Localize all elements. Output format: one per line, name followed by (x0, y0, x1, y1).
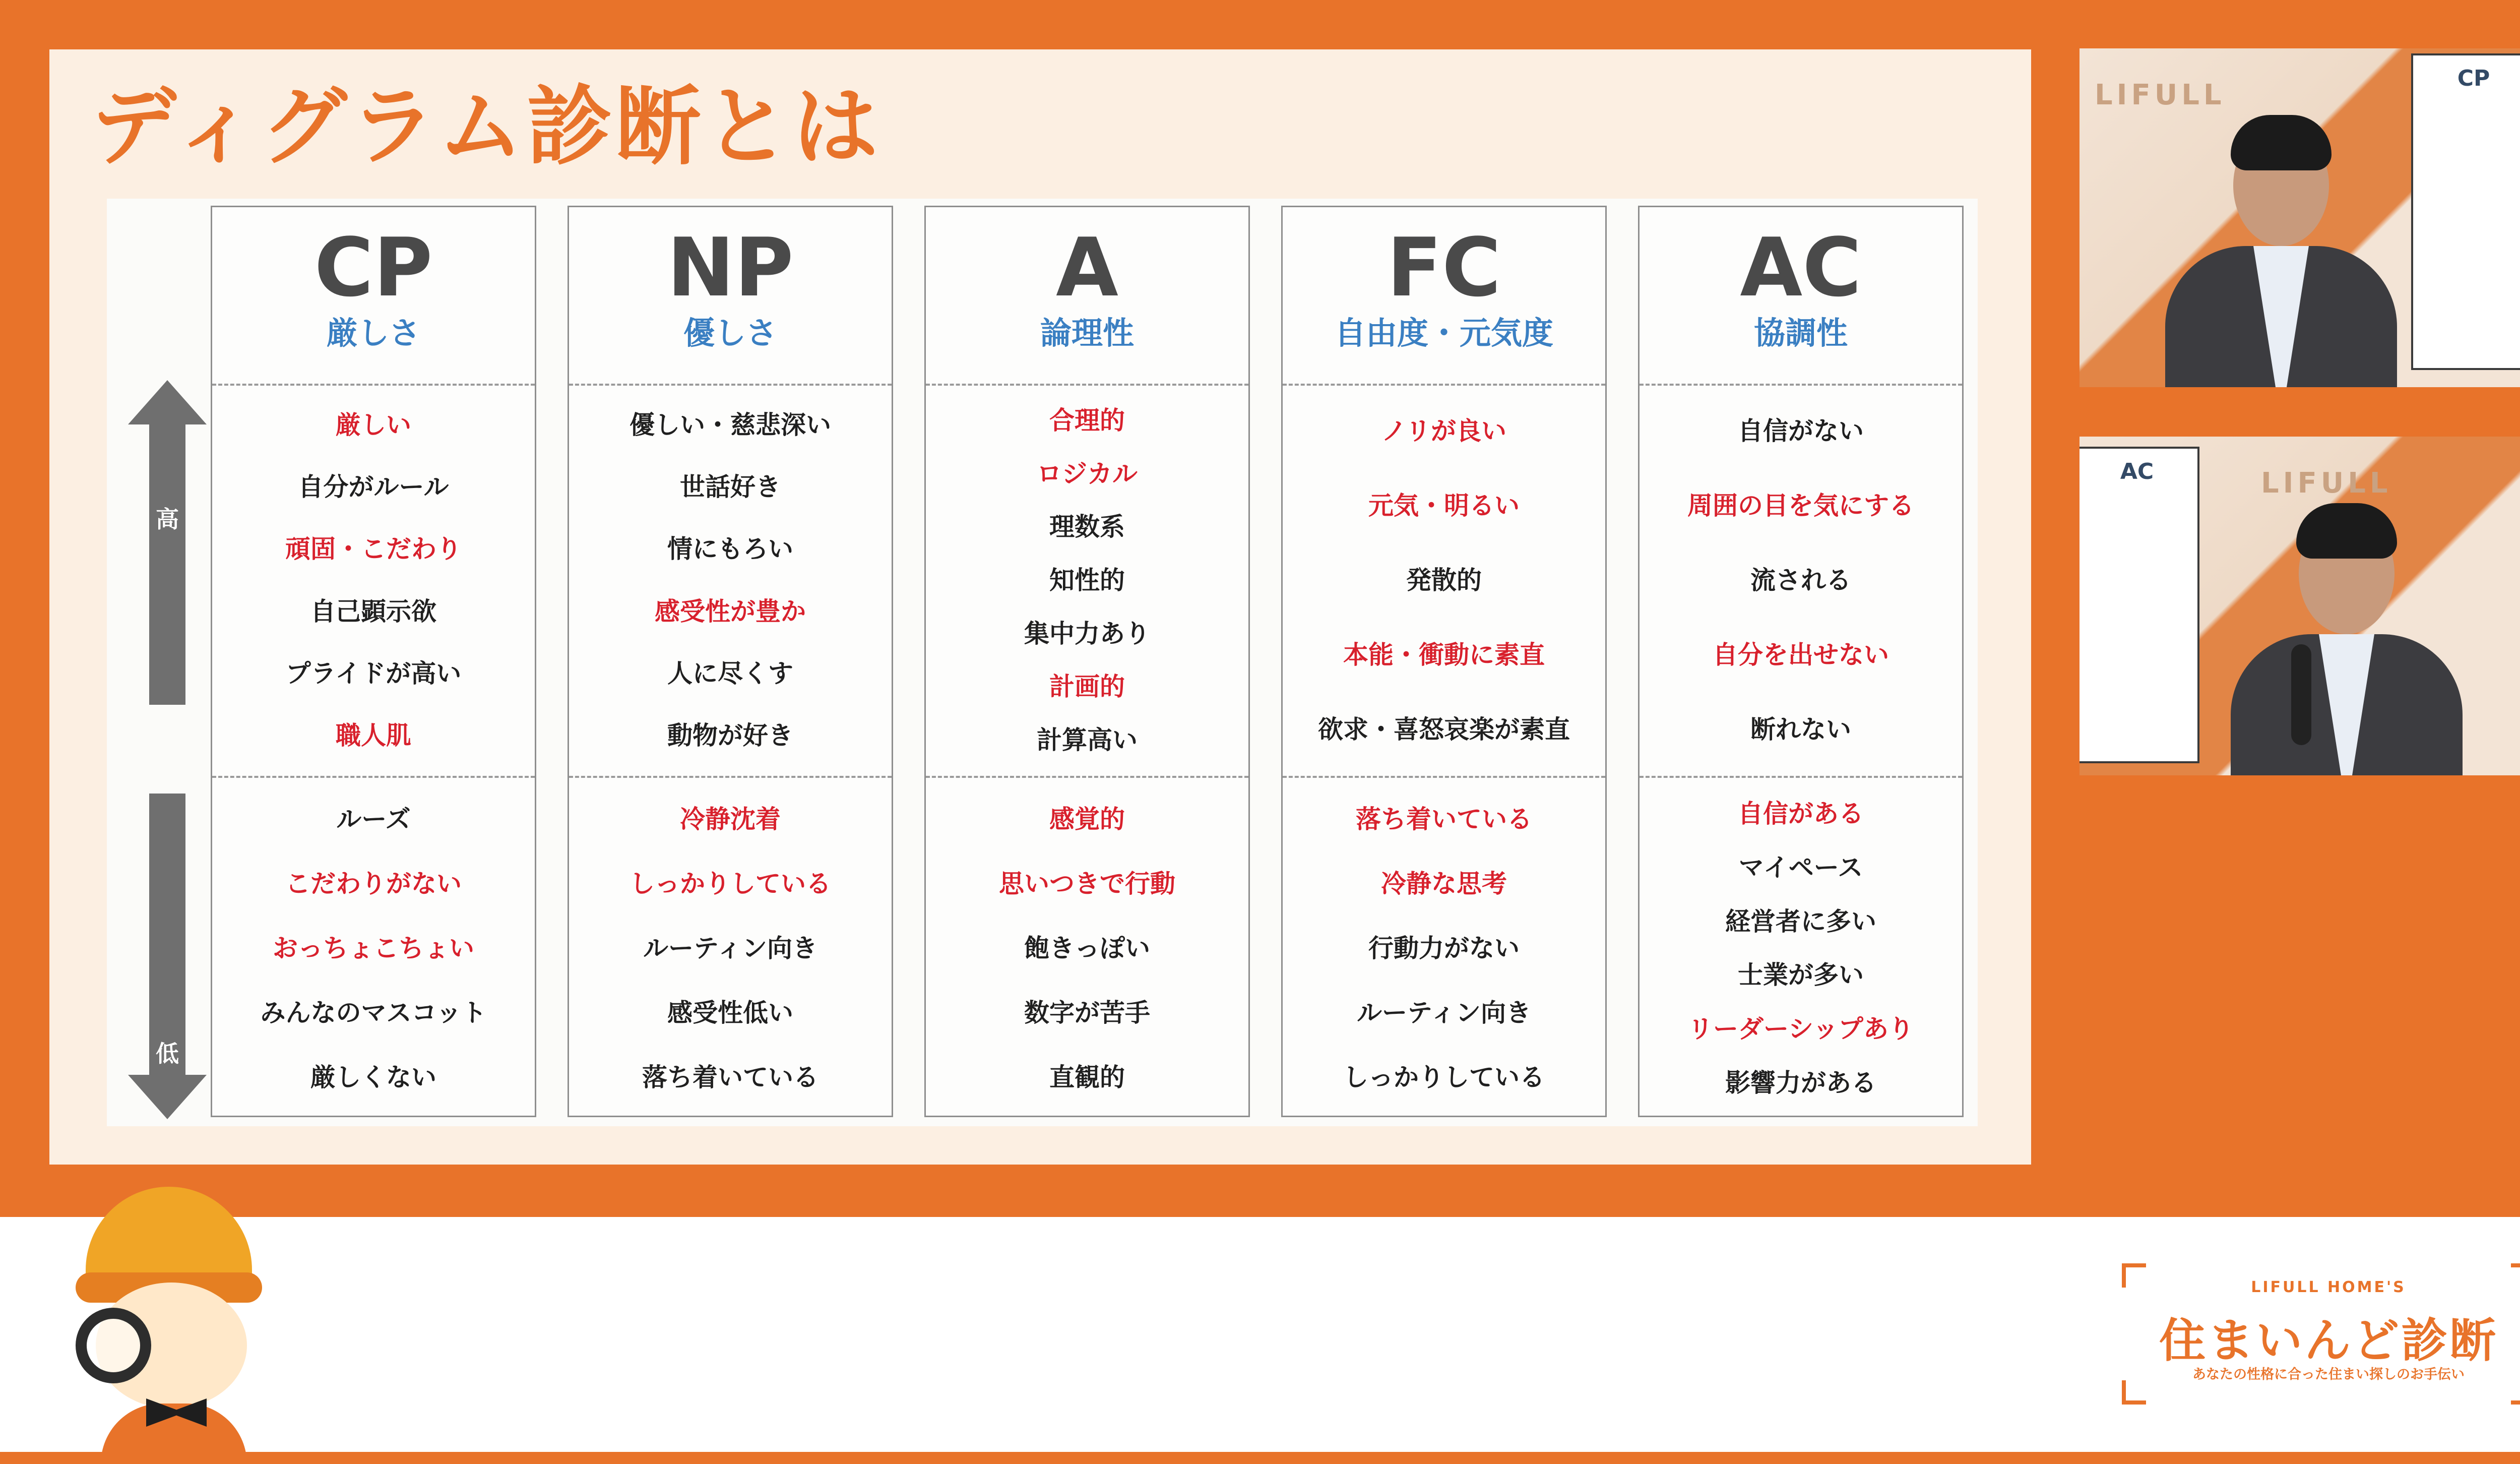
trait-item: 優しい・慈悲深い (629, 410, 831, 440)
speaker-figure (2195, 473, 2498, 775)
column-subtitle: 論理性 (1040, 315, 1134, 351)
trait-item: 感覚的 (1049, 805, 1125, 834)
speaker-video-2 (2080, 437, 2520, 775)
trait-item: 飽きっぽい (1024, 934, 1150, 963)
trait-item: リーダーシップあり (1688, 1014, 1914, 1044)
trait-item: 冷静な思考 (1381, 869, 1507, 898)
trait-item: 経営者に多い (1725, 906, 1876, 936)
trait-item: 感受性が豊か (655, 596, 806, 626)
trait-item: 自己顕示欲 (310, 596, 436, 626)
arrow-down-icon (128, 1075, 207, 1119)
trait-item: 計算高い (1037, 725, 1138, 755)
trait-item: 自分を出せない (1713, 640, 1889, 669)
trait-item: 冷静沈着 (680, 805, 781, 834)
trait-item: ルーズ (336, 805, 411, 834)
trait-item: 集中力あり (1024, 619, 1150, 648)
detective-mascot-icon (66, 1187, 287, 1452)
trait-item: 元気・明るい (1368, 491, 1520, 520)
column-subtitle: 自由度・元気度 (1334, 315, 1553, 351)
trait-column-cp (211, 206, 536, 1117)
trait-item: 断れない (1750, 715, 1851, 744)
dashed-divider (569, 384, 892, 386)
trait-item: 周囲の目を気にする (1687, 491, 1914, 520)
trait-column-ac (1638, 206, 1964, 1117)
trait-item: 人に尽くす (667, 659, 793, 688)
trait-item: 行動力がない (1368, 934, 1520, 963)
trait-column-fc (1281, 206, 1607, 1117)
column-header (1283, 207, 1605, 385)
trait-item: 士業が多い (1738, 960, 1864, 990)
trait-column-np (568, 206, 893, 1117)
trait-item: 自信がない (1738, 416, 1864, 446)
slide-title: ディグラム診断とは (91, 77, 881, 177)
trait-item: 直観的 (1049, 1063, 1125, 1092)
trait-item: マイペース (1738, 853, 1863, 882)
column-header (212, 207, 535, 385)
trait-item: 計画的 (1049, 672, 1125, 702)
trait-item: ロジカル (1037, 459, 1138, 489)
trait-item: 流される (1750, 566, 1851, 595)
dashed-divider (1283, 384, 1605, 386)
trait-item: 思いつきで行動 (999, 869, 1175, 898)
dashed-divider (212, 384, 535, 386)
column-subtitle: 優しさ (683, 315, 777, 351)
mini-board-code: AC (2120, 459, 2154, 484)
trait-item: しっかりしている (629, 869, 831, 898)
trait-item: 合理的 (1049, 405, 1125, 435)
sumaind-logo (2122, 1263, 2520, 1405)
axis-label-low: 低 (156, 1040, 179, 1067)
logo-title: 住まいんど診断 (2159, 1314, 2498, 1368)
video-brand-text: LIFULL (2095, 79, 2226, 111)
trait-item: 厳しくない (310, 1063, 436, 1092)
video-mini-board (2080, 447, 2199, 763)
trait-item: 欲求・喜怒哀楽が素直 (1318, 715, 1570, 744)
axis-shaft-top (149, 423, 185, 705)
bottom-bar (0, 1217, 2520, 1452)
diagram-panel (107, 199, 1978, 1126)
trait-item: 情にもろい (667, 534, 793, 564)
microphone-icon (2291, 644, 2311, 745)
trait-item: 落ち着いている (642, 1063, 818, 1092)
trait-item: 影響力がある (1725, 1068, 1876, 1097)
axis-shaft-bottom (149, 794, 185, 1076)
column-code: NP (667, 220, 794, 315)
dashed-divider (569, 776, 892, 778)
column-subtitle: 協調性 (1753, 315, 1848, 351)
trait-item: 職人肌 (336, 721, 411, 751)
column-code: FC (1387, 220, 1501, 315)
dashed-divider (926, 384, 1248, 386)
trait-item: 動物が好き (667, 721, 793, 751)
trait-item: 数字が苦手 (1024, 998, 1150, 1027)
column-header (569, 207, 892, 385)
trait-item: おっちょこちょい (273, 934, 474, 963)
trait-item: こだわりがない (285, 869, 462, 898)
dashed-divider (1640, 384, 1962, 386)
video-brand-text: LIFULL (2261, 467, 2392, 500)
trait-item: プライドが高い (285, 659, 462, 688)
column-subtitle: 厳しさ (326, 315, 420, 351)
trait-item: 厳しい (336, 410, 411, 440)
trait-column-a (924, 206, 1250, 1117)
mini-board-code: CP (2457, 66, 2490, 91)
logo-brand: LIFULL HOME'S (2251, 1278, 2406, 1296)
column-code: CP (314, 220, 433, 315)
trait-item: ルーティン向き (643, 934, 817, 963)
trait-item: 落ち着いている (1356, 805, 1532, 834)
dashed-divider (926, 776, 1248, 778)
trait-item: 自信がある (1738, 799, 1864, 829)
speaker-video-1 (2080, 48, 2520, 387)
trait-item: 自分がルール (298, 472, 449, 502)
trait-item: 世話好き (680, 472, 781, 502)
high-low-axis (123, 380, 214, 1121)
trait-item: 本能・衝動に素直 (1343, 640, 1545, 669)
trait-item: 知性的 (1049, 566, 1125, 595)
dashed-divider (1283, 776, 1605, 778)
dashed-divider (1640, 776, 1962, 778)
trait-item: 感受性低い (667, 998, 793, 1027)
column-code: A (1056, 220, 1118, 315)
trait-item: みんなのマスコット (260, 998, 487, 1027)
column-header (926, 207, 1248, 385)
presentation-slide (49, 49, 2031, 1165)
dashed-divider (212, 776, 535, 778)
arrow-up-icon (128, 380, 207, 424)
trait-item: 発散的 (1406, 566, 1482, 595)
logo-tagline: あなたの性格に合った住まい探しのお手伝い (2192, 1367, 2465, 1382)
column-code: AC (1740, 220, 1862, 315)
speaker-figure (2130, 85, 2432, 387)
trait-item: ルーティン向き (1357, 998, 1531, 1027)
trait-item: 頑固・こだわり (285, 534, 462, 564)
trait-item: ノリが良い (1381, 416, 1506, 446)
trait-item: しっかりしている (1343, 1063, 1545, 1092)
trait-item: 理数系 (1049, 512, 1125, 542)
column-header (1640, 207, 1962, 385)
axis-label-high: 高 (156, 506, 179, 533)
